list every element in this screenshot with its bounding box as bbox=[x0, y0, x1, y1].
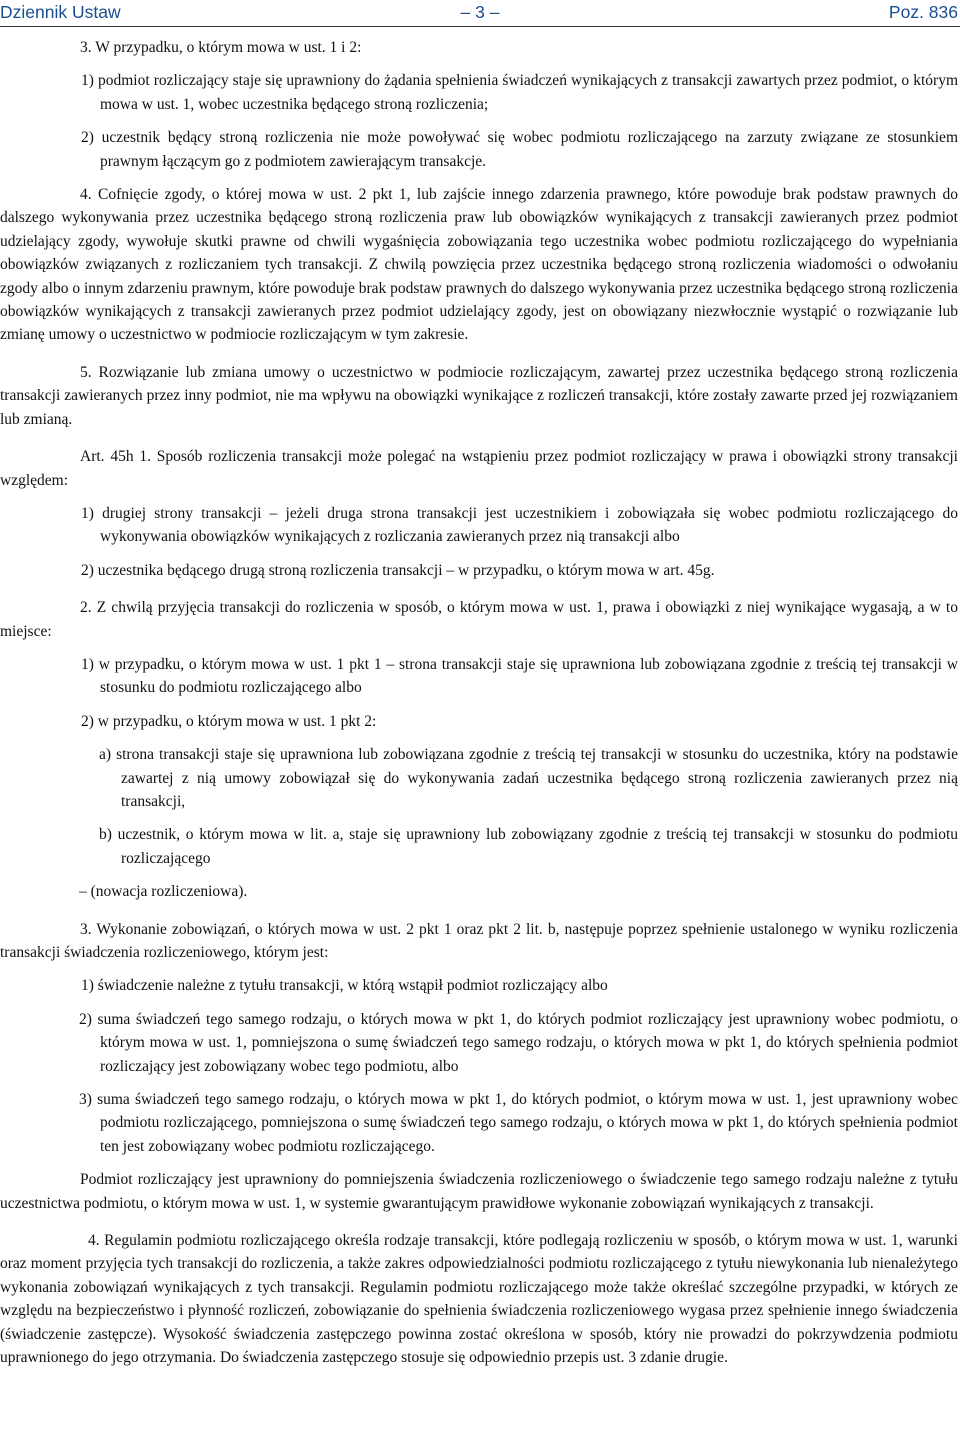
paragraph-ust-3: 3. W przypadku, o którym mowa w ust. 1 i 2: bbox=[80, 39, 362, 56]
list-item: 2) uczestnika będącego drugą stroną rozliczenia transakcji – w przypadku, o którym mowa w art. 45g. bbox=[81, 561, 715, 579]
page-number: – 3 – bbox=[460, 2, 500, 22]
list-item: 1) w przypadku, o którym mowa w ust. 1 pkt 1 – strona transakcji staje się uprawniona lub zobowiązana zgodnie z treścią tej transakcji w stosunku do podmiotu rozliczającego albo bbox=[81, 655, 958, 697]
article-45h: Art. 45h 1. Sposób rozliczenia transakcji może polegać na wstąpieniu przez podmiot rozliczający w prawa i obowiązki strony transakcji względem: bbox=[0, 448, 958, 489]
closing-dash-note: – (nowacja rozliczeniowa). bbox=[79, 883, 248, 901]
paragraph-ust-2: 2. Z chwilą przyjęcia transakcji do rozliczenia w sposób, o którym mowa w ust. 1, prawa i obowiązki z niej wynikające wygasają, a w to miejsce: bbox=[0, 599, 958, 640]
list-item: 2) uczestnik będący stroną rozliczenia nie może powoływać się wobec podmiotu rozliczającego na zarzuty związane ze stosunkiem prawnym łączącym go z podmiotem zawierającym transakcje. bbox=[81, 129, 958, 170]
document-body bbox=[0, 36, 958, 1370]
list-item: 1) świadczenie należne z tytułu transakcji, w którą wstąpił podmiot rozliczający albo bbox=[81, 977, 608, 995]
sub-list-item: a) strona transakcji staje się uprawniona lub zobowiązana zgodnie z treścią tej transakcji w stosunku do uczestnika, który na podstawie zawartej z nią umowy zobowiązał się do wykonywania zadań uczestnika będącego stroną rozliczenia zawieranych przez nią transakcji, bbox=[99, 746, 958, 810]
paragraph-ust-4b: 4. Regulamin podmiotu rozliczającego określa rodzaje transakcji, które podlegają rozliczeniu w sposób, o którym mowa w ust. 1, warunki oraz moment przyjęcia tych transakcji do rozliczenia, a także zakres odpowiedzialności podmiotu rozliczającego z tytułu niewykonania lub nienależytego wykonania zobowiązań wynikających z tych transakcji. Regulamin podmiotu rozliczającego może także określać szczególne przypadki, w których ze względu na bezpieczeństwo i płynność rozliczeń, zobowiązanie do spełnienia świadczenia rozliczeniowego wygasa przez spełnienie innego świadczenia (świadczenie zastępcze). Wysokość świadczenia zastępczego powinna zostać określona w sposób, który nie prowadzi do pokrzywdzenia podmiotu uprawnionego do jego otrzymania. Do świadczenia zastępczego stosuje się odpowiednio przepis ust. 3 zdanie drugie. bbox=[0, 1232, 958, 1367]
list-item: 3) suma świadczeń tego samego rodzaju, o których mowa w pkt 1, do których podmiot, o którym mowa w ust. 1, jest uprawniony wobec podmiotu rozliczającego, pomniejszona o sumę świadczeń tego samego rodzaju, o których mowa w pkt 1, do których spełnienia podmiot ten jest zobowiązany wobec podmiotu rozliczającego. bbox=[79, 1091, 958, 1155]
list-item: 2) w przypadku, o którym mowa w ust. 1 pkt 2: bbox=[81, 712, 377, 730]
paragraph-ust-4: 4. Cofnięcie zgody, o której mowa w ust. 2 pkt 1, lub zajście innego zdarzenia prawnego, które powoduje brak podstaw prawnych do dalszego wykonywania przez uczestnika będącego stroną rozliczenia praw lub obowiązków wynikających z transakcji zawieranych przez podmiot udzielający zgody, wywołuje skutki prawne od chwili wygaśnięcia zobowiązania tego uczestnika wobec podmiotu rozliczającego do wypełniania obowiązków związanych z rozliczaniem tych transakcji. Z chwilą powzięcia przez uczestnika będącego stroną rozliczenia wiadomości o odwołaniu zgody albo o innym zdarzeniu prawnym, które powoduje brak podstaw prawnych do dalszego wykonywania przez uczestnika będącego stroną rozliczenia obowiązków wynikających z transakcji zawieranych przez podmiot udzielający zgody, jest on obowiązany niezwłocznie wystąpić o rozwiązanie lub zmianę umowy o uczestnictwo w podmiocie rozliczającym w tym zakresie. bbox=[0, 186, 958, 344]
sub-list-item: b) uczestnik, o którym mowa w lit. a, staje się uprawniony lub zobowiązany zgodnie z treścią tej transakcji w stosunku do podmiotu rozliczającego bbox=[99, 826, 958, 867]
list-item: 1) drugiej strony transakcji – jeżeli druga strona transakcji jest uczestnikiem i zobowiązała się wobec podmiotu rozliczającego do wykonywania obowiązków wynikających z rozliczania zawieranych przez nią transakcji albo bbox=[81, 504, 958, 546]
list-item: 1) podmiot rozliczający staje się uprawniony do żądania spełnienia świadczeń wynikających z transakcji zawartych przez podmiot, o którym mowa w ust. 1, wobec uczestnika będącego stroną rozliczenia; bbox=[81, 72, 958, 113]
position-number: Poz. 836 bbox=[888, 2, 958, 22]
list-item: 2) suma świadczeń tego samego rodzaju, o których mowa w pkt 1, do których podmiot rozliczający jest uprawniony wobec podmiotu, o którym mowa w ust. 1, pomniejszona o sumę świadczeń tego samego rodzaju, o których mowa w pkt 1, do których spełnienia podmiot rozliczający jest zobowiązany wobec tego podmiotu, albo bbox=[79, 1010, 958, 1075]
paragraph-ust-3b: 3. Wykonanie zobowiązań, o których mowa w ust. 2 pkt 1 oraz pkt 2 lit. b, następuje poprzez spełnienie ustalonego w wyniku rozliczenia transakcji świadczenia rozliczeniowego, którym jest: bbox=[0, 920, 958, 961]
paragraph-ust-5: 5. Rozwiązanie lub zmiana umowy o uczestnictwo w podmiocie rozliczającym, zawartej przez uczestnika będącego stroną rozliczenia transakcji zawieranych przez inny podmiot, nie ma wpływu na obowiązki wynikające z rozliczeń transakcji, które zostały zawarte przed jej rozwiązaniem lub zmianą. bbox=[0, 363, 958, 428]
journal-title: Dziennik Ustaw bbox=[0, 2, 121, 22]
page-header bbox=[0, 0, 960, 27]
paragraph-settlement-reduction: Podmiot rozliczający jest uprawniony do pomniejszenia świadczenia rozliczeniowego o świadczenie tego samego rodzaju należne z tytułu uczestnictwa podmiotu, o którym mowa w ust. 1, w systemie gwarantującym prawidłowe wykonanie zobowiązań wynikających z transakcji. bbox=[0, 1171, 958, 1212]
